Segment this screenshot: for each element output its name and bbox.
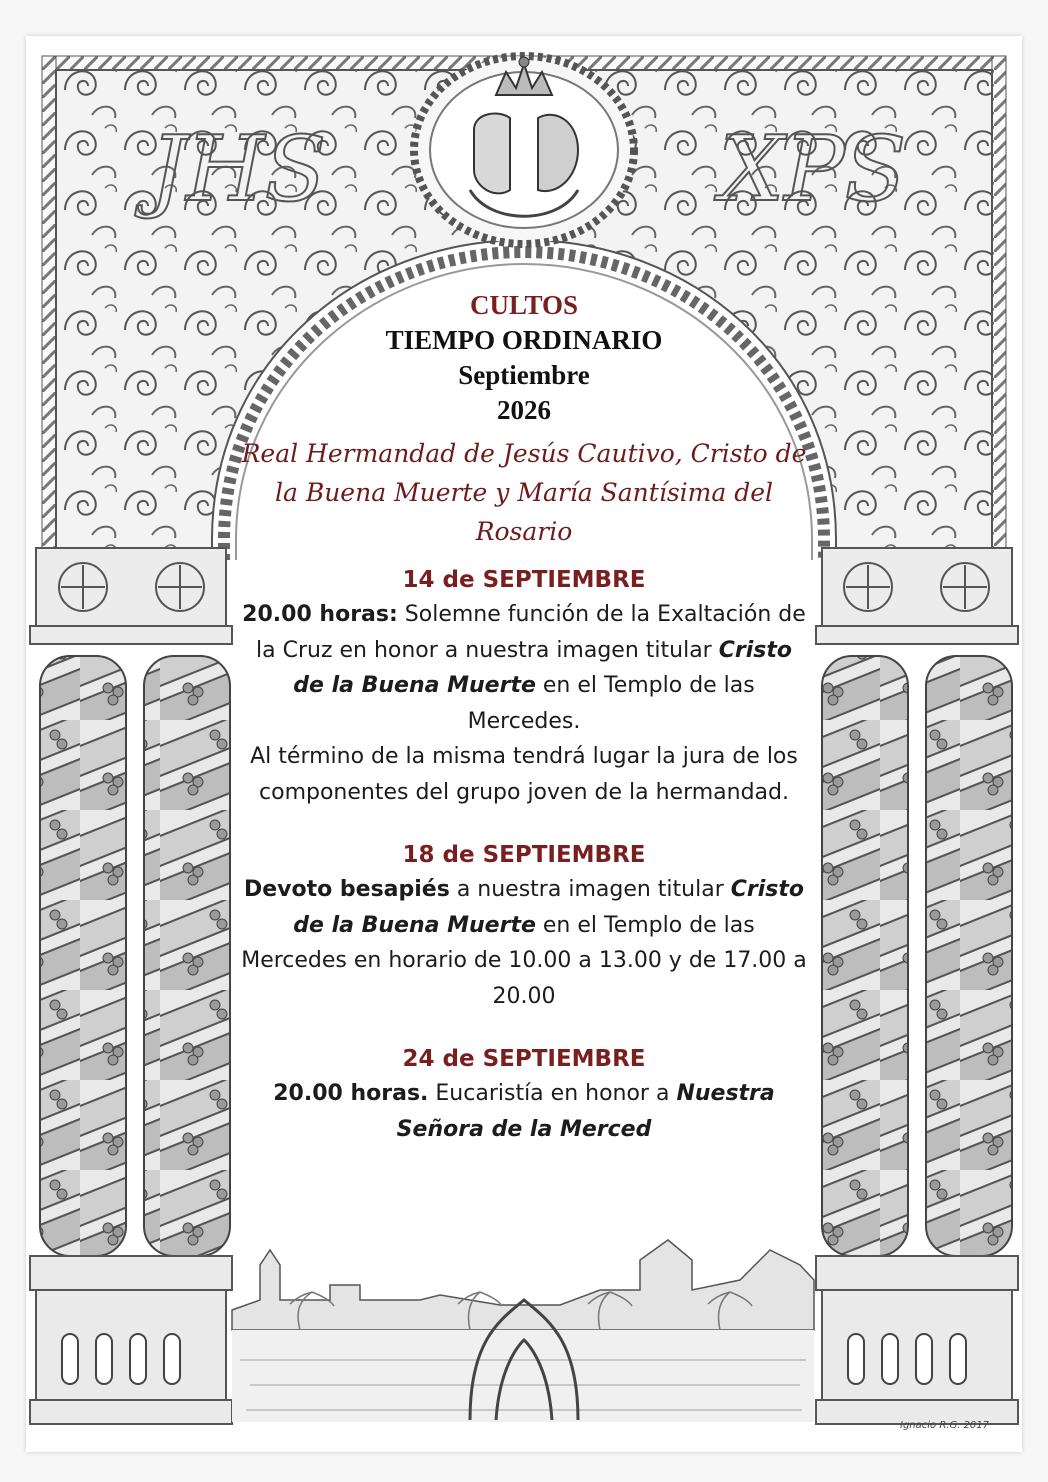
season-heading: TIEMPO ORDINARIO [385,325,663,355]
event-date: 14 de SEPTIEMBRE [402,567,646,593]
event-date: 18 de SEPTIEMBRE [402,842,646,868]
event-note: Al término de la misma tendrá lugar la jura de los componentes del grupo joven de la hermandad. [250,744,798,805]
event-image-title: Cristo de la Buena Muerte [293,877,804,938]
coat-of-arms [414,56,634,244]
event-text: Solemne función de la Exaltación de la Cruz en honor a nuestra imagen titular [256,602,806,663]
event-date: 24 de SEPTIEMBRE [402,1046,646,1072]
svg-text:JHS: JHS [150,117,327,222]
event-time: 20.00 horas: [242,602,398,627]
event-description [238,872,810,1014]
event-description [238,597,810,739]
event-image-title: Nuestra Señora de la Merced [396,1081,775,1142]
event-lead: Devoto besapiés [243,877,450,902]
event-time: 20.00 horas. [273,1081,429,1106]
event-text: en el Templo de las Mercedes en horario de 10.00 a 13.00 y de 17.00 a 20.00 [241,912,807,1009]
worship-schedule [238,288,810,1147]
event-text: en el Templo de las Mercedes. [467,673,755,734]
event-text: a nuestra imagen titular [449,877,731,902]
month-heading: Septiembre [458,360,590,390]
event-18-september [238,838,810,1014]
event-description [238,1076,810,1147]
event-text: Eucaristía en honor a [428,1081,677,1106]
svg-text:XPS: XPS [720,117,907,222]
cultos-heading: CULTOS [469,290,579,320]
year-heading: 2026 [497,395,551,425]
artist-signature: Ignacio R.G. 2017 [900,1420,990,1431]
event-image-title: Cristo de la Buena Muerte [293,637,792,698]
cityscape [232,1240,814,1422]
event-24-september [238,1042,810,1147]
brotherhood-name: Real Hermandad de Jesús Cautivo, Cristo de la Buena Muerte y María Santísima del Rosario [241,439,807,546]
event-14-september [238,563,810,810]
